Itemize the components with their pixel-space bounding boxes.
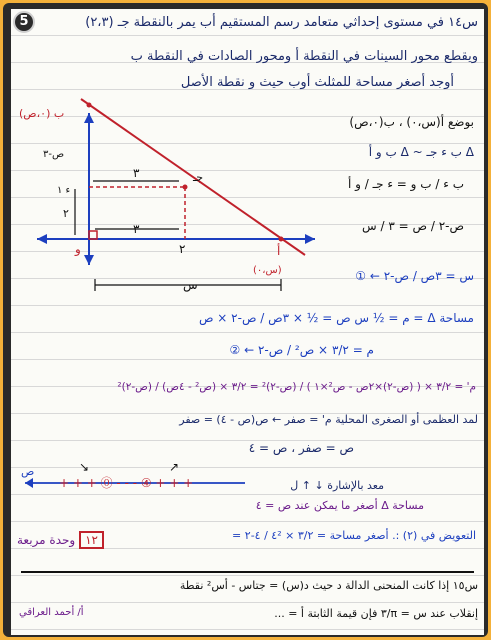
y-axis-arrow-top: [84, 113, 94, 123]
sign-chart-variable: ص: [21, 465, 35, 478]
next-problem-line-1: س١٥ إذا كانت المنحنى الدالة د حيث د(س) = جتاس - أس² نقطة: [179, 579, 478, 592]
solution-step-3: ب ء / ب و = ء جـ / و أ: [347, 177, 464, 191]
point-b-dot: [87, 103, 92, 108]
sign-chart-arrow-up: ↗: [169, 460, 180, 474]
solution-step-6: مساحة Δ = م = ½ س ص = ½ × ٣ص / ص-٢ × ص: [198, 311, 474, 325]
y-axis-arrow-bottom: [84, 255, 94, 265]
dim-2-label: ٢: [179, 242, 186, 256]
sign-chart: [19, 459, 249, 499]
c-y-label: ص-٣: [43, 149, 65, 160]
point-c-label: جـ: [193, 171, 204, 184]
solution-step-8: م' = ٣/٢ × ( (ص-٢)×٢ص - ص²×١ ) / (ص-٢)² = ٣/٢ × (ص² - ٤ص) / (ص-٢)²: [117, 381, 476, 393]
right-angle-mark: [89, 231, 97, 239]
solution-step-12: مساحة Δ أصغر ما يمكن عند ص = ٤: [255, 499, 424, 512]
solution-step-7: م = ٣/٢ × ص² / ص-٢ ← ②: [229, 343, 374, 357]
page-frame: [3, 3, 488, 637]
solution-step-5: س = ٣ص / ص-٢ ← ①: [355, 269, 474, 283]
problem-line-2: ويقطع محور السينات في النقطة أ ومحور الصادات في النقطة ب: [130, 49, 478, 64]
point-a-label: أ: [277, 244, 281, 258]
sign-chart-arrow-down: ↘: [79, 460, 90, 474]
divider-line: [21, 571, 474, 573]
triangle-graph: [19, 93, 319, 293]
x-axis-arrow-right: [305, 234, 315, 244]
dim-x-label: س: [183, 278, 198, 292]
solution-step-11: معد بالإشارة ↓ ↑ ل: [290, 479, 384, 492]
solution-step-1: بوضع أ(س،٠) ، ب(٠،ص): [349, 115, 474, 129]
x-axis-arrow-left: [37, 234, 47, 244]
point-c-dot: [183, 185, 188, 190]
sign-chart-arrow: [25, 478, 33, 488]
answer-row: [17, 531, 104, 549]
origin-label: و: [75, 242, 81, 256]
point-a-coords-label: (س،٠): [253, 265, 282, 276]
point-b-label: ب (٠،ص): [19, 107, 65, 120]
solution-step-4: ص-٢ / ص = ٣ / س: [362, 219, 464, 233]
dim-3-top-label: ٣: [133, 166, 140, 180]
solution-step-10: ص = صفر ، ص = ٤: [248, 441, 354, 455]
solution-step-9: لمد العظمى أو الصغرى المحلية م' = صفر ← ص(ص - ٤) = صفر: [179, 413, 478, 426]
sign-chart-pattern: + + + ⓪ - - - ④ + + +: [59, 476, 194, 490]
answer-unit: وحدة مربعة: [17, 533, 76, 547]
y-segment-letters: ء ١: [57, 185, 71, 196]
problem-line-1: س١٤ في مستوى إحداثي متعامد رسم المستقيم أب يمر بالنقطة جـ (٢،٣): [85, 15, 478, 30]
y-segment-label: ٢: [63, 207, 69, 220]
page-number-badge: 5: [13, 11, 35, 33]
point-a-dot: [279, 237, 284, 242]
solution-step-13: التعويض في (٢) :. أصغر مساحة = ٣/٢ × ٤² / ٤-٢ =: [232, 529, 476, 542]
solution-step-2: Δ ب ء جـ ~ Δ ب و أ: [368, 145, 474, 159]
problem-line-3: أوجد أصغر مساحة للمثلث أوب حيث و نقطة الأصل: [180, 75, 454, 90]
author-signature: أ/ أحمد العراقي: [19, 607, 84, 618]
answer-box: ١٢: [79, 531, 104, 549]
next-problem-line-2: إنقلاب عند س = π/٣ فإن قيمة الثابتة أ = ...: [274, 607, 478, 620]
dim-3-bottom-label: ٣: [133, 222, 140, 236]
worksheet: [11, 9, 484, 635]
